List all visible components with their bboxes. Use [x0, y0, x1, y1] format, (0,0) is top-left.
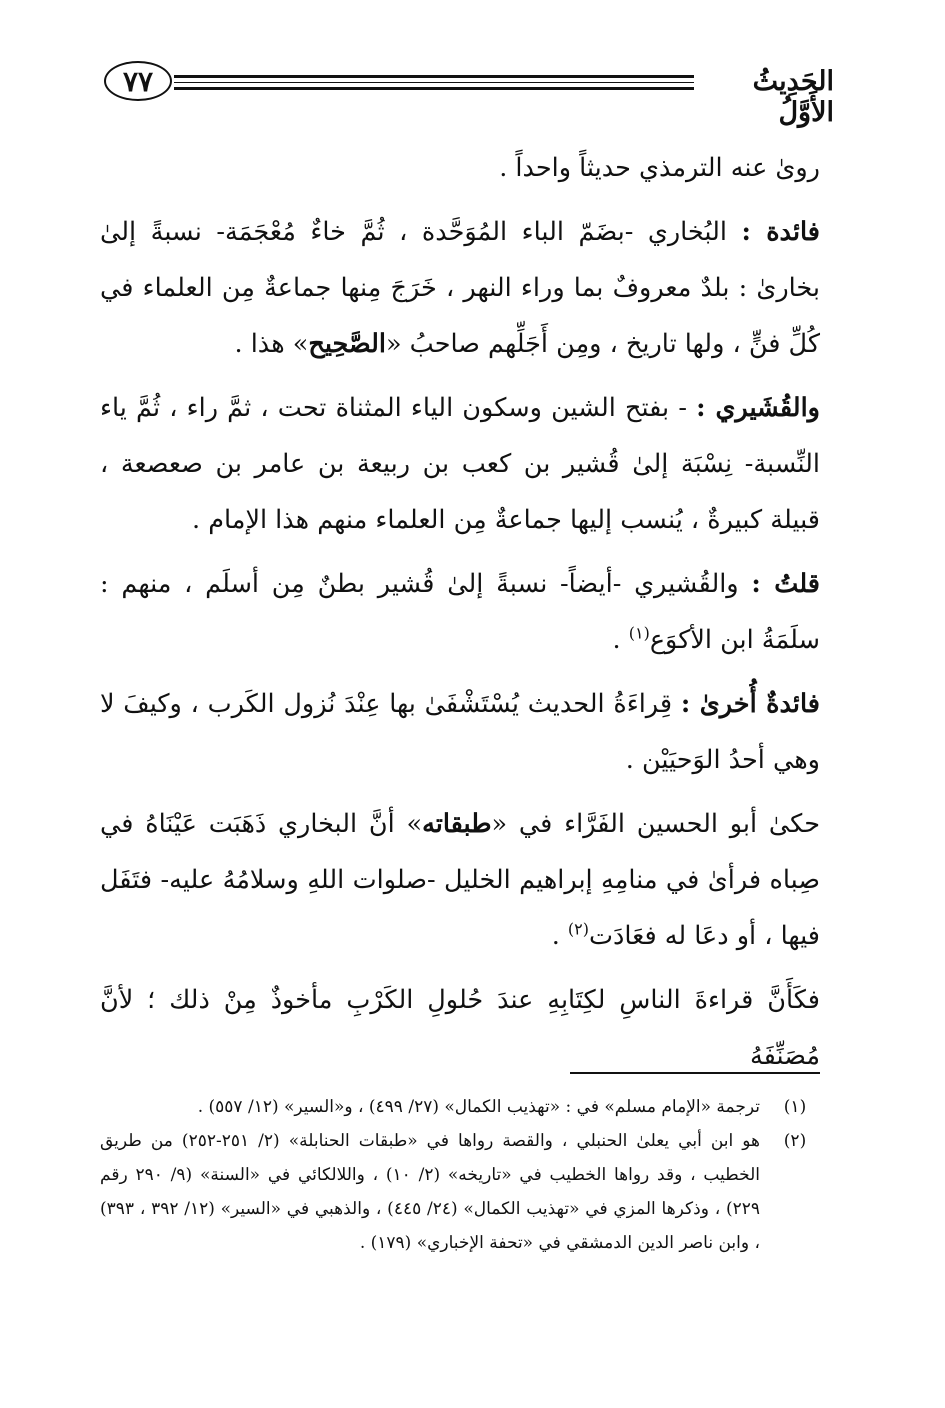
page-number: ٧٧	[104, 61, 172, 101]
footnote	[100, 1090, 820, 1124]
header-rule	[174, 87, 694, 90]
footnote-ref[interactable]: (٢)	[567, 919, 590, 939]
chapter-title: الحَدِيثُ الأَوَّلُ	[752, 66, 834, 128]
book-title: الصَّحِيح	[308, 329, 386, 359]
footnote-ref[interactable]: (١)	[628, 623, 650, 643]
paragraph-text: والقُشيري -أيضاً- نسبةً إلىٰ قُشير بطنٌ مِن أسلَم ، منهم : سلَمَةُ ابن الأكوَع	[100, 569, 820, 655]
header-rule	[174, 75, 694, 78]
paragraph-text: .	[551, 921, 568, 951]
footnote-divider	[570, 1072, 820, 1074]
footnotes	[100, 1090, 820, 1260]
page-header	[100, 58, 840, 128]
note-label: قلتُ :	[751, 569, 820, 599]
footnote	[100, 1124, 820, 1260]
paragraph	[100, 972, 820, 1084]
paragraph-text: » أنَّ البخاري ذَهَبَت عَيْنَاهُ في صِباه فرأىٰ في منامِهِ إبراهيم الخليل -صلوات اللهِ وسلامُهُ عليه- فتَفَل فيها ، أو دعَا له فعَادَت	[100, 809, 820, 951]
paragraph-text: البُخاري -بضَمّ الباء المُوَحَّدة ، ثُمَّ خاءٌ مُعْجَمَة- نسبةً إلىٰ بخارىٰ : بلدٌ معروفٌ بما وراء النهر ، خَرَجَ مِنها جماعةٌ مِن العلماء في كُلِّ فنٍّ ، ولها تاريخ ، ومِن أَجَلِّهم صاحبُ «	[100, 217, 820, 359]
paragraph-text: .	[612, 625, 629, 655]
header-rule	[174, 82, 694, 83]
paragraph-text: روىٰ عنه الترمذي حديثاً واحداً .	[499, 153, 820, 183]
paragraph-text: حكىٰ أبو الحسين الفَرَّاء في «	[491, 809, 820, 839]
book-title: طبقاته	[422, 809, 492, 839]
paragraph-text: قِراءَةُ الحديث يُسْتَشْفَىٰ بها عِنْدَ نُزول الكَرب ، وكيفَ لا وهي أحدُ الوَحيَيْن .	[100, 689, 820, 775]
footnote-number: (١)	[783, 1097, 807, 1117]
paragraph-text: - بفتح الشين وسكون الياء المثناة تحت ، ثمَّ راء ، ثُمَّ ياء النِّسبة- نِسْبَة إلىٰ قُشير بن كعب بن ربيعة بن عامر بن صعصعة ، قبيلة كبيرةٌ ، يُنسب إليها جماعةٌ مِن العلماء منهم هذا الإمام .	[100, 393, 820, 535]
paragraph	[100, 676, 820, 788]
paragraph-text: فكَأَنَّ قراءةَ الناسِ لكِتَابِهِ عندَ حُلولِ الكَرْبِ مأخوذٌ مِنْ ذلك ؛ لأنَّ مُصَنِّفَهُ	[100, 985, 820, 1071]
paragraph	[100, 204, 820, 372]
paragraph	[100, 556, 820, 668]
main-text	[100, 140, 820, 1092]
note-label: فائدة :	[741, 217, 820, 247]
paragraph	[100, 796, 820, 964]
footnote-text: ترجمة «الإمام مسلم» في : «تهذيب الكمال» (٢٧/ ٤٩٩) ، و«السير» (١٢/ ٥٥٧) .	[197, 1097, 760, 1117]
paragraph	[100, 140, 820, 196]
paragraph-text: » هذا .	[234, 329, 309, 359]
term-label: والقُشَيري :	[696, 393, 820, 423]
note-label: فائدةٌ أُخرىٰ :	[680, 689, 820, 719]
paragraph	[100, 380, 820, 548]
footnote-number: (٢)	[783, 1131, 807, 1151]
footnote-text: هو ابن أبي يعلىٰ الحنبلي ، والقصة رواها في «طبقات الحنابلة» (٢/ ٢٥١-٢٥٢) من طريق الخطيب ، وقد رواها الخطيب في «تاريخه» (٢/ ١٠) ، واللالكائي في «السنة» (٩/ ٢٩٠ رقم ٢٢٩) ، وذكرها المزي في «تهذيب الكمال» (٢٤/ ٤٤٥) ، والذهبي في «السير» (١٢/ ٣٩٢ ، ٣٩٣) ، وابن ناصر الدين الدمشقي في «تحفة الإخباري» (١٧٩) .	[100, 1131, 761, 1253]
